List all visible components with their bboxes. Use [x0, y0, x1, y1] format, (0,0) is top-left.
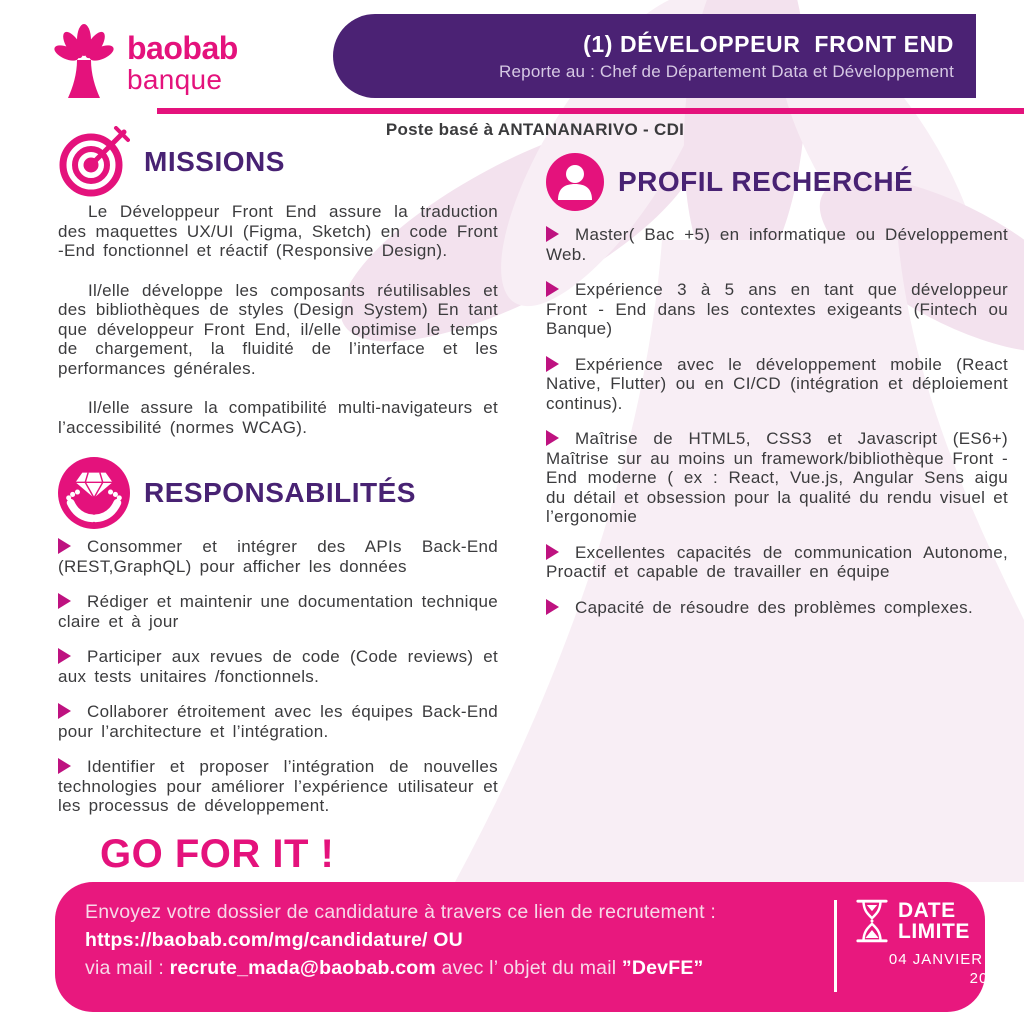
profile-list — [546, 225, 1008, 617]
application-footer — [55, 882, 1007, 1012]
footer-divider — [834, 900, 837, 992]
triangle-bullet-icon — [546, 430, 559, 446]
hands-diamond-icon — [58, 457, 130, 529]
profile-item — [546, 429, 1008, 527]
responsibility-item — [58, 537, 498, 576]
deadline-block — [855, 898, 1017, 987]
apply-intro-line: Envoyez votre dossier de candidature à travers ce lien de recrutement : — [85, 901, 716, 923]
profile-item — [546, 598, 1008, 618]
responsibility-item — [58, 592, 498, 631]
missions-title: MISSIONS — [144, 146, 285, 177]
triangle-bullet-icon — [58, 703, 71, 719]
profile-text: Expérience avec le développement mobile (React Native, Flutter) ou en CI/CD (intégration et déploiement continus). — [546, 354, 1008, 413]
deadline-year: 2026 — [969, 970, 1007, 987]
missions-paragraphs — [58, 202, 498, 437]
deadline-label-line1: DATE — [898, 899, 956, 922]
responsibility-item — [58, 702, 498, 741]
deadline-label — [898, 900, 970, 942]
application-email[interactable]: recrute_mada@baobab.com — [169, 957, 436, 979]
triangle-bullet-icon — [58, 538, 71, 554]
application-url[interactable]: https://baobab.com/mg/candidature/ OU — [85, 929, 463, 951]
profile-header — [546, 153, 1008, 211]
profile-text: Master( Bac +5) en informatique ou Développement Web. — [546, 225, 1008, 264]
hourglass-icon — [855, 898, 889, 944]
responsibility-text: Consommer et intégrer des APIs Back-End (REST,GraphQL) pour afficher les données — [58, 537, 498, 576]
triangle-bullet-icon — [546, 356, 559, 372]
baobab-tree-icon — [50, 24, 118, 100]
missions-paragraph: Il/elle assure la compatibilité multi-navigateurs et l’accessibilité (normes WCAG). — [58, 398, 498, 437]
application-instructions — [85, 898, 961, 982]
location-line: Poste basé à ANTANANARIVO - CDI — [385, 120, 685, 139]
job-title: (1) DÉVELOPPEUR FRONT END — [583, 30, 954, 57]
job-title-banner — [333, 14, 976, 98]
profile-item — [546, 543, 1008, 582]
triangle-bullet-icon — [546, 599, 559, 615]
triangle-bullet-icon — [58, 648, 71, 664]
profile-text: Expérience 3 à 5 ans en tant que développeur Front - End dans les contextes exigeants (Fintech ou Banque) — [546, 280, 1008, 338]
brand-name: baobab — [127, 30, 238, 66]
brand-subname: banque — [127, 64, 223, 95]
responsibilities-title: RESPONSABILITÉS — [144, 477, 416, 508]
baobab-logo — [50, 24, 238, 100]
profile-item — [546, 355, 1008, 414]
cta-text: GO FOR IT ! — [100, 831, 335, 876]
profile-text: Capacité de résoudre des problèmes complexes. — [575, 597, 973, 617]
triangle-bullet-icon — [58, 593, 71, 609]
triangle-bullet-icon — [546, 226, 559, 242]
mail-mid: avec l’ objet du mail — [435, 957, 622, 979]
target-dart-icon — [58, 126, 130, 198]
deadline-label-line2: LIMITE — [898, 920, 970, 943]
profile-text: Excellentes capacités de communication Autonome, Proactif et capable de travailler en équipe — [546, 542, 1008, 581]
responsibilities-header — [58, 457, 498, 529]
mail-subject: ”DevFE” — [621, 957, 704, 979]
responsibility-text: Collaborer étroitement avec les équipes Back-End pour l’architecture et l’intégration. — [58, 702, 498, 741]
person-icon — [546, 153, 604, 211]
apply-mail-line — [85, 954, 961, 982]
triangle-bullet-icon — [546, 544, 559, 560]
responsibility-text: Rédiger et maintenir une documentation technique claire et à jour — [58, 592, 498, 631]
responsibilities-list — [58, 537, 498, 816]
right-column — [546, 153, 1008, 633]
deadline-date: 04 JANVIER — [888, 951, 984, 968]
reports-to-line: Reporte au : Chef de Département Data et Développement — [499, 61, 954, 81]
left-column — [58, 126, 498, 877]
missions-paragraph: Le Développeur Front End assure la traduction des maquettes UX/UI (Figma, Sketch) en code Front -End fonctionnel et réactif (Responsive Design). — [58, 202, 498, 260]
profile-title: PROFIL RECHERCHÉ — [618, 166, 914, 197]
missions-paragraph: Il/elle développe les composants réutilisables et des bibliothèques de styles (Design System) En tant que développeur Front End, il/elle optimise le temps de chargement, la fluidité de l’interface et les performances générales. — [58, 280, 498, 378]
triangle-bullet-icon — [58, 758, 71, 774]
triangle-bullet-icon — [546, 281, 559, 297]
responsibility-item — [58, 647, 498, 686]
responsibility-item — [58, 757, 498, 816]
responsibility-text: Identifier et proposer l’intégration de nouvelles technologies pour améliorer l’expérience utilisateur et les processus de développement. — [58, 757, 498, 815]
header-divider-line — [157, 108, 1024, 114]
profile-item — [546, 280, 1008, 339]
mail-prefix: via mail : — [85, 957, 170, 979]
responsibility-text: Participer aux revues de code (Code reviews) et aux tests unitaires /fonctionnels. — [58, 647, 498, 686]
profile-text: Maîtrise de HTML5, CSS3 et Javascript (ES6+) Maîtrise sur au moins un framework/bibliothèque Front - End moderne ( ex : React, Vue.js, Angular Sens aigu du détail et obsession pour la qualité du rendu visuel et l’ergonomie — [546, 429, 1008, 526]
profile-item — [546, 225, 1008, 264]
